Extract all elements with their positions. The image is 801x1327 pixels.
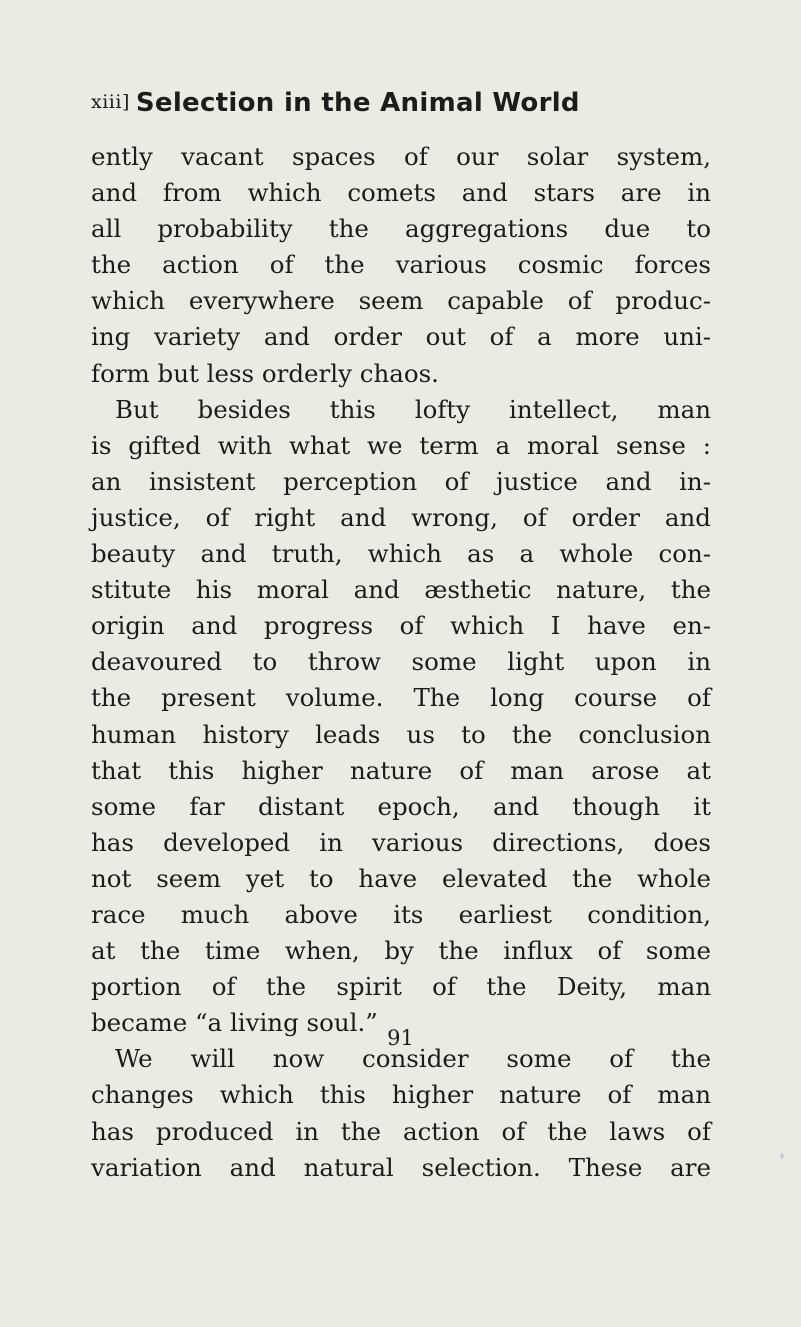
running-head xyxy=(91,88,631,128)
text-line: ing variety and order out of a more uni- xyxy=(91,322,711,352)
text-line: form but less orderly chaos. xyxy=(91,358,439,388)
text-line: origin and progress of which I have en- xyxy=(91,611,711,641)
text-line: variation and natural selection. These are xyxy=(91,1152,711,1182)
page-number: 91 xyxy=(387,1026,414,1050)
text-line: became “a living soul.” xyxy=(91,1008,378,1038)
paper-speck xyxy=(780,1153,784,1159)
text-line: the present volume. The long course of xyxy=(91,683,711,713)
running-head-title: Selection in the Animal World xyxy=(135,88,580,118)
text-line: portion of the spirit of the Deity, man xyxy=(91,972,711,1002)
chapter-reference: xiii] xyxy=(91,91,130,113)
text-line: has produced in the action of the laws of xyxy=(91,1116,711,1146)
text-line: all probability the aggregations due to xyxy=(91,214,711,244)
text-line: We will now consider some of the xyxy=(115,1044,711,1074)
text-line: deavoured to throw some light upon in xyxy=(91,647,711,677)
text-line: changes which this higher nature of man xyxy=(91,1080,711,1110)
text-line: race much above its earliest condition, xyxy=(91,899,711,929)
text-line: is gifted with what we term a moral sense : xyxy=(91,430,711,460)
text-line: some far distant epoch, and though it xyxy=(91,791,711,821)
text-line: which everywhere seem capable of produc- xyxy=(91,286,711,316)
text-line: that this higher nature of man arose at xyxy=(91,755,711,785)
text-line: an insistent perception of justice and in- xyxy=(91,466,711,496)
text-line: not seem yet to have elevated the whole xyxy=(91,863,711,893)
text-line: stitute his moral and æsthetic nature, the xyxy=(91,575,711,605)
text-line: at the time when, by the influx of some xyxy=(91,936,711,966)
text-line: and from which comets and stars are in xyxy=(91,178,711,208)
text-line: ently vacant spaces of our solar system, xyxy=(91,142,711,171)
text-line: human history leads us to the conclusion xyxy=(91,719,711,749)
text-line: But besides this lofty intellect, man xyxy=(115,394,711,424)
text-line: justice, of right and wrong, of order and xyxy=(91,502,711,532)
text-line: the action of the various cosmic forces xyxy=(91,250,711,280)
text-line: has developed in various directions, does xyxy=(91,827,711,857)
text-line: beauty and truth, which as a whole con- xyxy=(91,539,711,569)
